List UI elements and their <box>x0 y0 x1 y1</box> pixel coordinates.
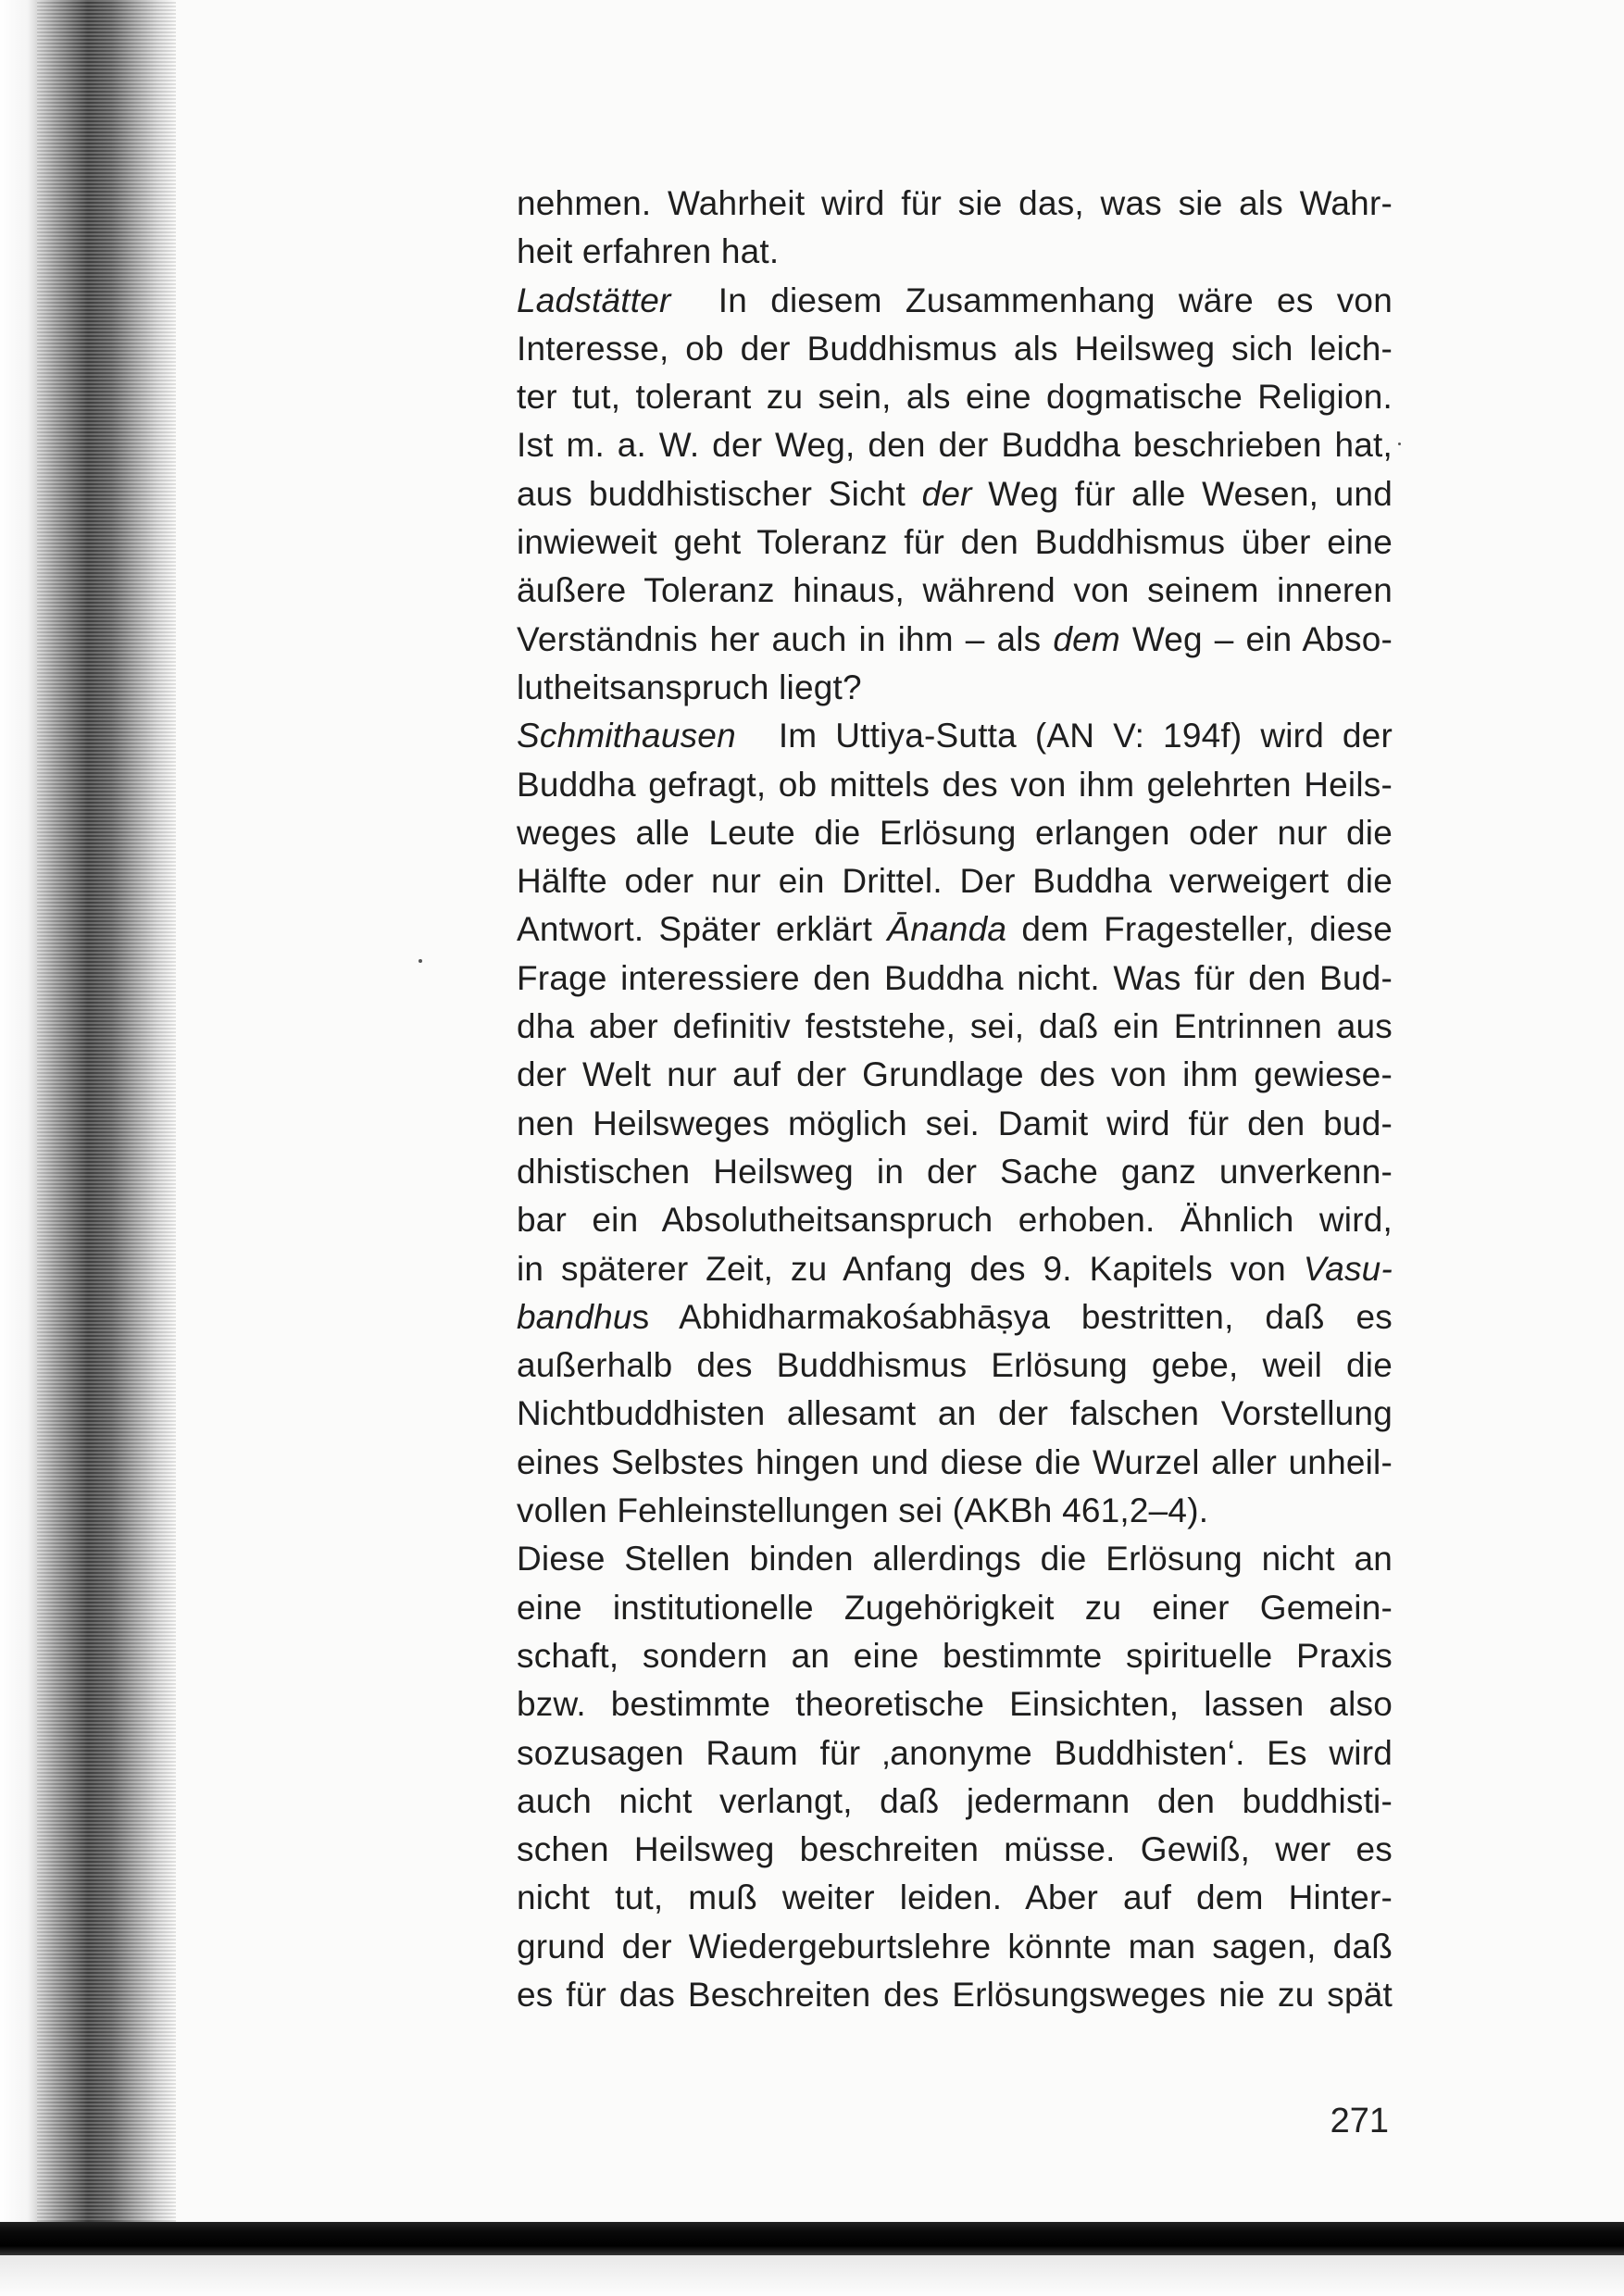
speaker-name: Ladstätter <box>517 281 671 319</box>
scan-speck <box>1398 443 1401 445</box>
text-line <box>517 470 1393 518</box>
text-line: eines Selbstes hingen und diese die Wurzel aller unheil- <box>517 1442 1393 1481</box>
text-line: ter tut, tolerant zu sein, als eine dogmatische Religion. <box>517 378 1393 417</box>
line-text: Antwort. Später erklärt <box>517 910 888 949</box>
text-line: Interesse, ob der Buddhismus als Heilsweg sich leich- <box>517 329 1393 368</box>
text-line: außerhalb des Buddhismus Erlösung gebe, weil die <box>517 1346 1393 1385</box>
text-line: es für das Beschreiten des Erlösungsweges nie zu spät <box>517 1975 1393 2014</box>
line-text: dem Fragesteller, diese <box>1006 910 1393 949</box>
scan-edge-band <box>0 2222 1624 2255</box>
binding-texture <box>37 0 176 2296</box>
body-text <box>517 180 1393 2019</box>
page-number: 271 <box>1330 2102 1389 2140</box>
text-line: dhistischen Heilsweg in der Sache ganz unverkenn- <box>517 1152 1393 1191</box>
emphasis: dem <box>1053 619 1120 658</box>
text-line: Ist m. a. W. der Weg, den der Buddha beschrieben hat, <box>517 426 1393 465</box>
text-line <box>517 1245 1393 1293</box>
text-line: Buddha gefragt, ob mittels des von ihm gelehrten Heils- <box>517 765 1393 804</box>
text-line: eine institutionelle Zugehörigkeit zu einer Gemein- <box>517 1588 1393 1627</box>
text-line: Nichtbuddhisten allesamt an der falschen Vorstellung <box>517 1394 1393 1433</box>
scan-speck <box>418 959 422 963</box>
text-line <box>517 712 1393 760</box>
line-text: In diesem Zusammenhang wäre es von <box>718 281 1393 319</box>
text-line: nehmen. Wahrheit wird für sie das, was sie als Wahr- <box>517 184 1393 222</box>
line-text: Verständnis her auch in ihm – als <box>517 619 1054 658</box>
text-line: Hälfte oder nur ein Drittel. Der Buddha verweigert die <box>517 862 1393 901</box>
emphasis: Ānanda <box>887 910 1007 949</box>
text-line: Frage interessiere den Buddha nicht. Was für den Bud- <box>517 958 1393 997</box>
text-line: vollen Fehleinstellungen sei (AKBh 461,2–4). <box>517 1491 1209 1530</box>
emphasis: bandhu <box>517 1297 632 1336</box>
text-line: heit erfahren hat. <box>517 232 780 271</box>
text-line: nen Heilsweges möglich sei. Damit wird für den bud- <box>517 1104 1393 1142</box>
scan-edge-fade <box>0 2255 1624 2296</box>
text-line: der Welt nur auf der Grundlage des von ihm gewiese- <box>517 1055 1393 1094</box>
text-line: äußere Toleranz hinaus, während von seinem inneren <box>517 571 1393 610</box>
speaker-name: Schmithausen <box>517 717 736 755</box>
line-text: Weg für alle Wesen, und <box>971 474 1393 513</box>
text-line: lutheitsanspruch liegt? <box>517 668 862 706</box>
text-line: weges alle Leute die Erlösung erlangen oder nur die <box>517 813 1393 852</box>
text-line: bar ein Absolutheitsanspruch erhoben. Ähnlich wird, <box>517 1201 1393 1240</box>
line-text: in späterer Zeit, zu Anfang des 9. Kapitels von <box>517 1249 1304 1288</box>
line-text: Weg – ein Abso- <box>1119 619 1393 658</box>
text-line: nicht tut, muß weiter leiden. Aber auf dem Hinter- <box>517 1878 1393 1917</box>
text-line: auch nicht verlangt, daß jedermann den buddhisti- <box>517 1781 1393 1820</box>
emphasis: der <box>921 474 972 513</box>
text-line: bzw. bestimmte theoretische Einsichten, lassen also <box>517 1685 1393 1724</box>
text-line: grund der Wiedergeburtslehre könnte man sagen, daß <box>517 1927 1393 1965</box>
text-line: schen Heilsweg beschreiten müsse. Gewiß, wer es <box>517 1830 1393 1869</box>
line-text: aus buddhistischer Sicht <box>517 474 922 513</box>
text-line <box>517 905 1393 954</box>
text-line <box>517 616 1393 664</box>
text-line: dha aber definitiv feststehe, sei, daß ein Entrinnen aus <box>517 1007 1393 1046</box>
text-line: inwieweit geht Toleranz für den Buddhismus über eine <box>517 523 1393 562</box>
emphasis: Vasu- <box>1303 1249 1393 1288</box>
text-line <box>517 277 1393 325</box>
text-line: sozusagen Raum für ‚anonyme Buddhisten‘. Es wird <box>517 1733 1393 1772</box>
text-line: schaft, sondern an eine bestimmte spirituelle Praxis <box>517 1636 1393 1675</box>
text-line: Diese Stellen binden allerdings die Erlösung nicht an <box>517 1540 1393 1578</box>
line-text: s Abhidharmakośabhāṣya bestritten, daß es <box>631 1297 1393 1336</box>
text-line <box>517 1293 1393 1341</box>
line-text: Im Uttiya-Sutta (AN V: 194f) wird der <box>778 717 1393 755</box>
